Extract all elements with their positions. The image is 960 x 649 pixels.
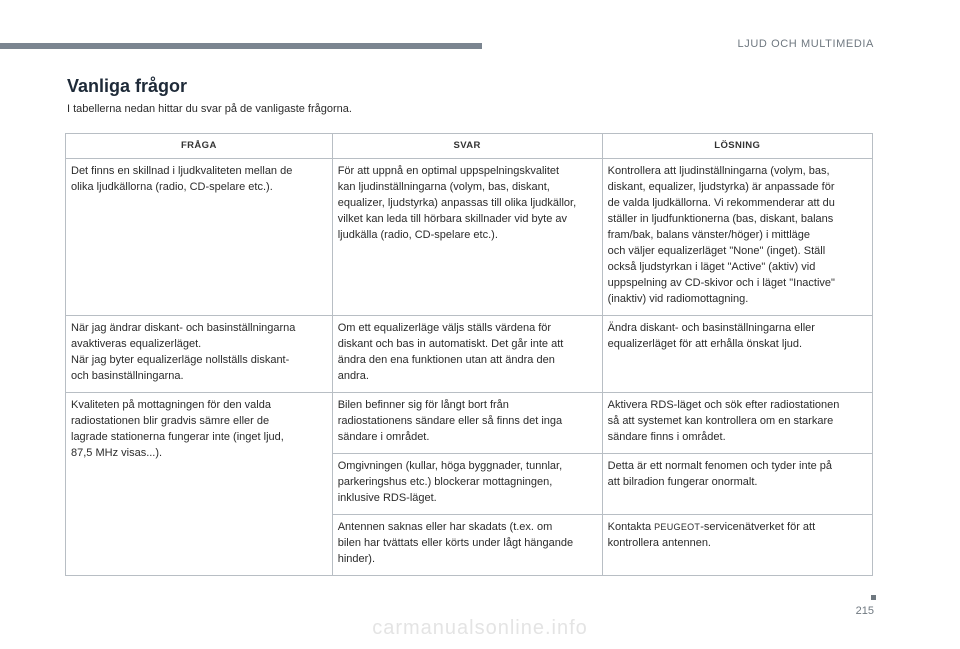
text-line: Kontrollera att ljudinställningarna (volym, bas, xyxy=(607,165,830,177)
text-line: (inaktiv) vid radiomottagning. xyxy=(607,293,749,305)
text-line: Kvaliteten på mottagningen för den valda xyxy=(71,399,271,411)
text-line: radiostationen blir gradvis sämre eller de xyxy=(71,415,270,427)
watermark: carmanualsonline.info xyxy=(372,617,588,639)
answer-cell xyxy=(332,454,602,515)
text-line: så att systemet kan kontrollera om en starkare xyxy=(607,415,834,427)
header-bar xyxy=(0,43,482,49)
text-line: ändra den ena funktionen utan att ändra den xyxy=(337,354,555,366)
page-number: 215 xyxy=(855,605,874,617)
text-line: equalizerläget för att erhålla önskat ljud. xyxy=(607,338,803,350)
text-line: att bilradion fungerar onormalt. xyxy=(607,476,758,488)
table-row xyxy=(66,159,873,316)
text-line: Det finns en skillnad i ljudkvaliteten mellan de xyxy=(71,165,293,177)
answer-cell xyxy=(332,515,602,576)
faq-table xyxy=(65,133,873,576)
column-header-question: FRÅGA xyxy=(66,134,333,159)
table-row xyxy=(66,393,873,454)
text-line: Om ett equalizerläge väljs ställs värdena för xyxy=(337,322,552,334)
text-line: bilen har tvättats eller körts under lågt hängande xyxy=(337,537,574,549)
page-marker-dot xyxy=(871,595,876,600)
text-line: sändare finns i området. xyxy=(607,431,726,443)
text-line: ställer in ljudfunktionerna (bas, diskant, balans xyxy=(607,213,834,225)
text-line: uppspelning av CD-skivor och i läget "Inactive" xyxy=(607,277,835,289)
answer-cell xyxy=(332,316,602,393)
text-line: För att uppnå en optimal uppspelningskvalitet xyxy=(337,165,560,177)
text-line: Aktivera RDS-läget och sök efter radiostationen xyxy=(607,399,840,411)
text-line: hinder). xyxy=(337,553,375,565)
text-line: Detta är ett normalt fenomen och tyder inte på xyxy=(607,460,833,472)
text-line: de valda ljudkällorna. Vi rekommenderar att du xyxy=(607,197,835,209)
solution-cell xyxy=(602,454,872,515)
text-line: Omgivningen (kullar, höga byggnader, tunnlar, xyxy=(337,460,563,472)
text-line: och väljer equalizerläget "None" (inget). Ställ xyxy=(607,245,826,257)
text-line: sändare i området. xyxy=(337,431,430,443)
table-row xyxy=(66,316,873,393)
text-line: 87,5 MHz visas...). xyxy=(71,447,163,459)
text-line: Antennen saknas eller har skadats (t.ex. om xyxy=(337,521,553,533)
table-header-row xyxy=(66,134,873,159)
solution-cell xyxy=(602,159,872,316)
answer-cell xyxy=(332,159,602,316)
text-line: ljudkälla (radio, CD-spelare etc.). xyxy=(337,229,498,241)
text-line: Ändra diskant- och basinställningarna eller xyxy=(607,322,815,334)
text-line: vilket kan leda till hörbara skillnader vid byte av xyxy=(337,213,567,225)
text-line: kontrollera antennen. xyxy=(607,537,711,549)
text-line: kan ljudinställningarna (volym, bas, diskant, xyxy=(337,181,550,193)
text-line: också ljudstyrkan i läget "Active" (aktiv) vid xyxy=(607,261,816,273)
text-line: diskant och bas in automatiskt. Det går inte att xyxy=(337,338,564,350)
solution-cell xyxy=(602,515,872,576)
text-line: inklusive RDS-läget. xyxy=(337,492,437,504)
text-line: olika ljudkällorna (radio, CD-spelare etc.). xyxy=(71,181,273,193)
text-line: och basinställningarna. xyxy=(71,370,184,382)
text-line: equalizer, ljudstyrka) anpassas till olika ljudkällor, xyxy=(337,197,577,209)
intro-text: I tabellerna nedan hittar du svar på de vanligaste frågorna. xyxy=(67,103,352,115)
section-title: LJUD OCH MULTIMEDIA xyxy=(737,38,874,50)
text-fragment: Kontakta xyxy=(607,521,655,533)
column-header-answer: SVAR xyxy=(332,134,602,159)
text-line: När jag ändrar diskant- och basinställningarna xyxy=(71,322,296,334)
text-line: fram/bak, balans vänster/höger) i mittläge xyxy=(607,229,811,241)
brand-name: PEUGEOT xyxy=(654,522,701,532)
question-cell xyxy=(66,393,333,576)
text-line: Bilen befinner sig för långt bort från xyxy=(337,399,509,411)
question-cell xyxy=(66,159,333,316)
text-line: lagrade stationerna fungerar inte (inget ljud, xyxy=(71,431,284,443)
answer-cell xyxy=(332,393,602,454)
solution-cell xyxy=(602,316,872,393)
column-header-solution: LÖSNING xyxy=(602,134,872,159)
text-line xyxy=(608,519,867,535)
text-fragment: -servicenätverket för att xyxy=(700,521,816,533)
text-line: parkeringshus etc.) blockerar mottagningen, xyxy=(337,476,553,488)
text-line: radiostationens sändare eller så finns det inga xyxy=(337,415,563,427)
page-title: Vanliga frågor xyxy=(67,76,188,96)
question-cell xyxy=(66,316,333,393)
text-line: diskant, equalizer, ljudstyrka) är anpassade för xyxy=(607,181,835,193)
text-line: avaktiveras equalizerläget. xyxy=(71,338,202,350)
text-line: andra. xyxy=(337,370,369,382)
solution-cell xyxy=(602,393,872,454)
text-line: När jag byter equalizerläge nollställs diskant- xyxy=(71,354,290,366)
